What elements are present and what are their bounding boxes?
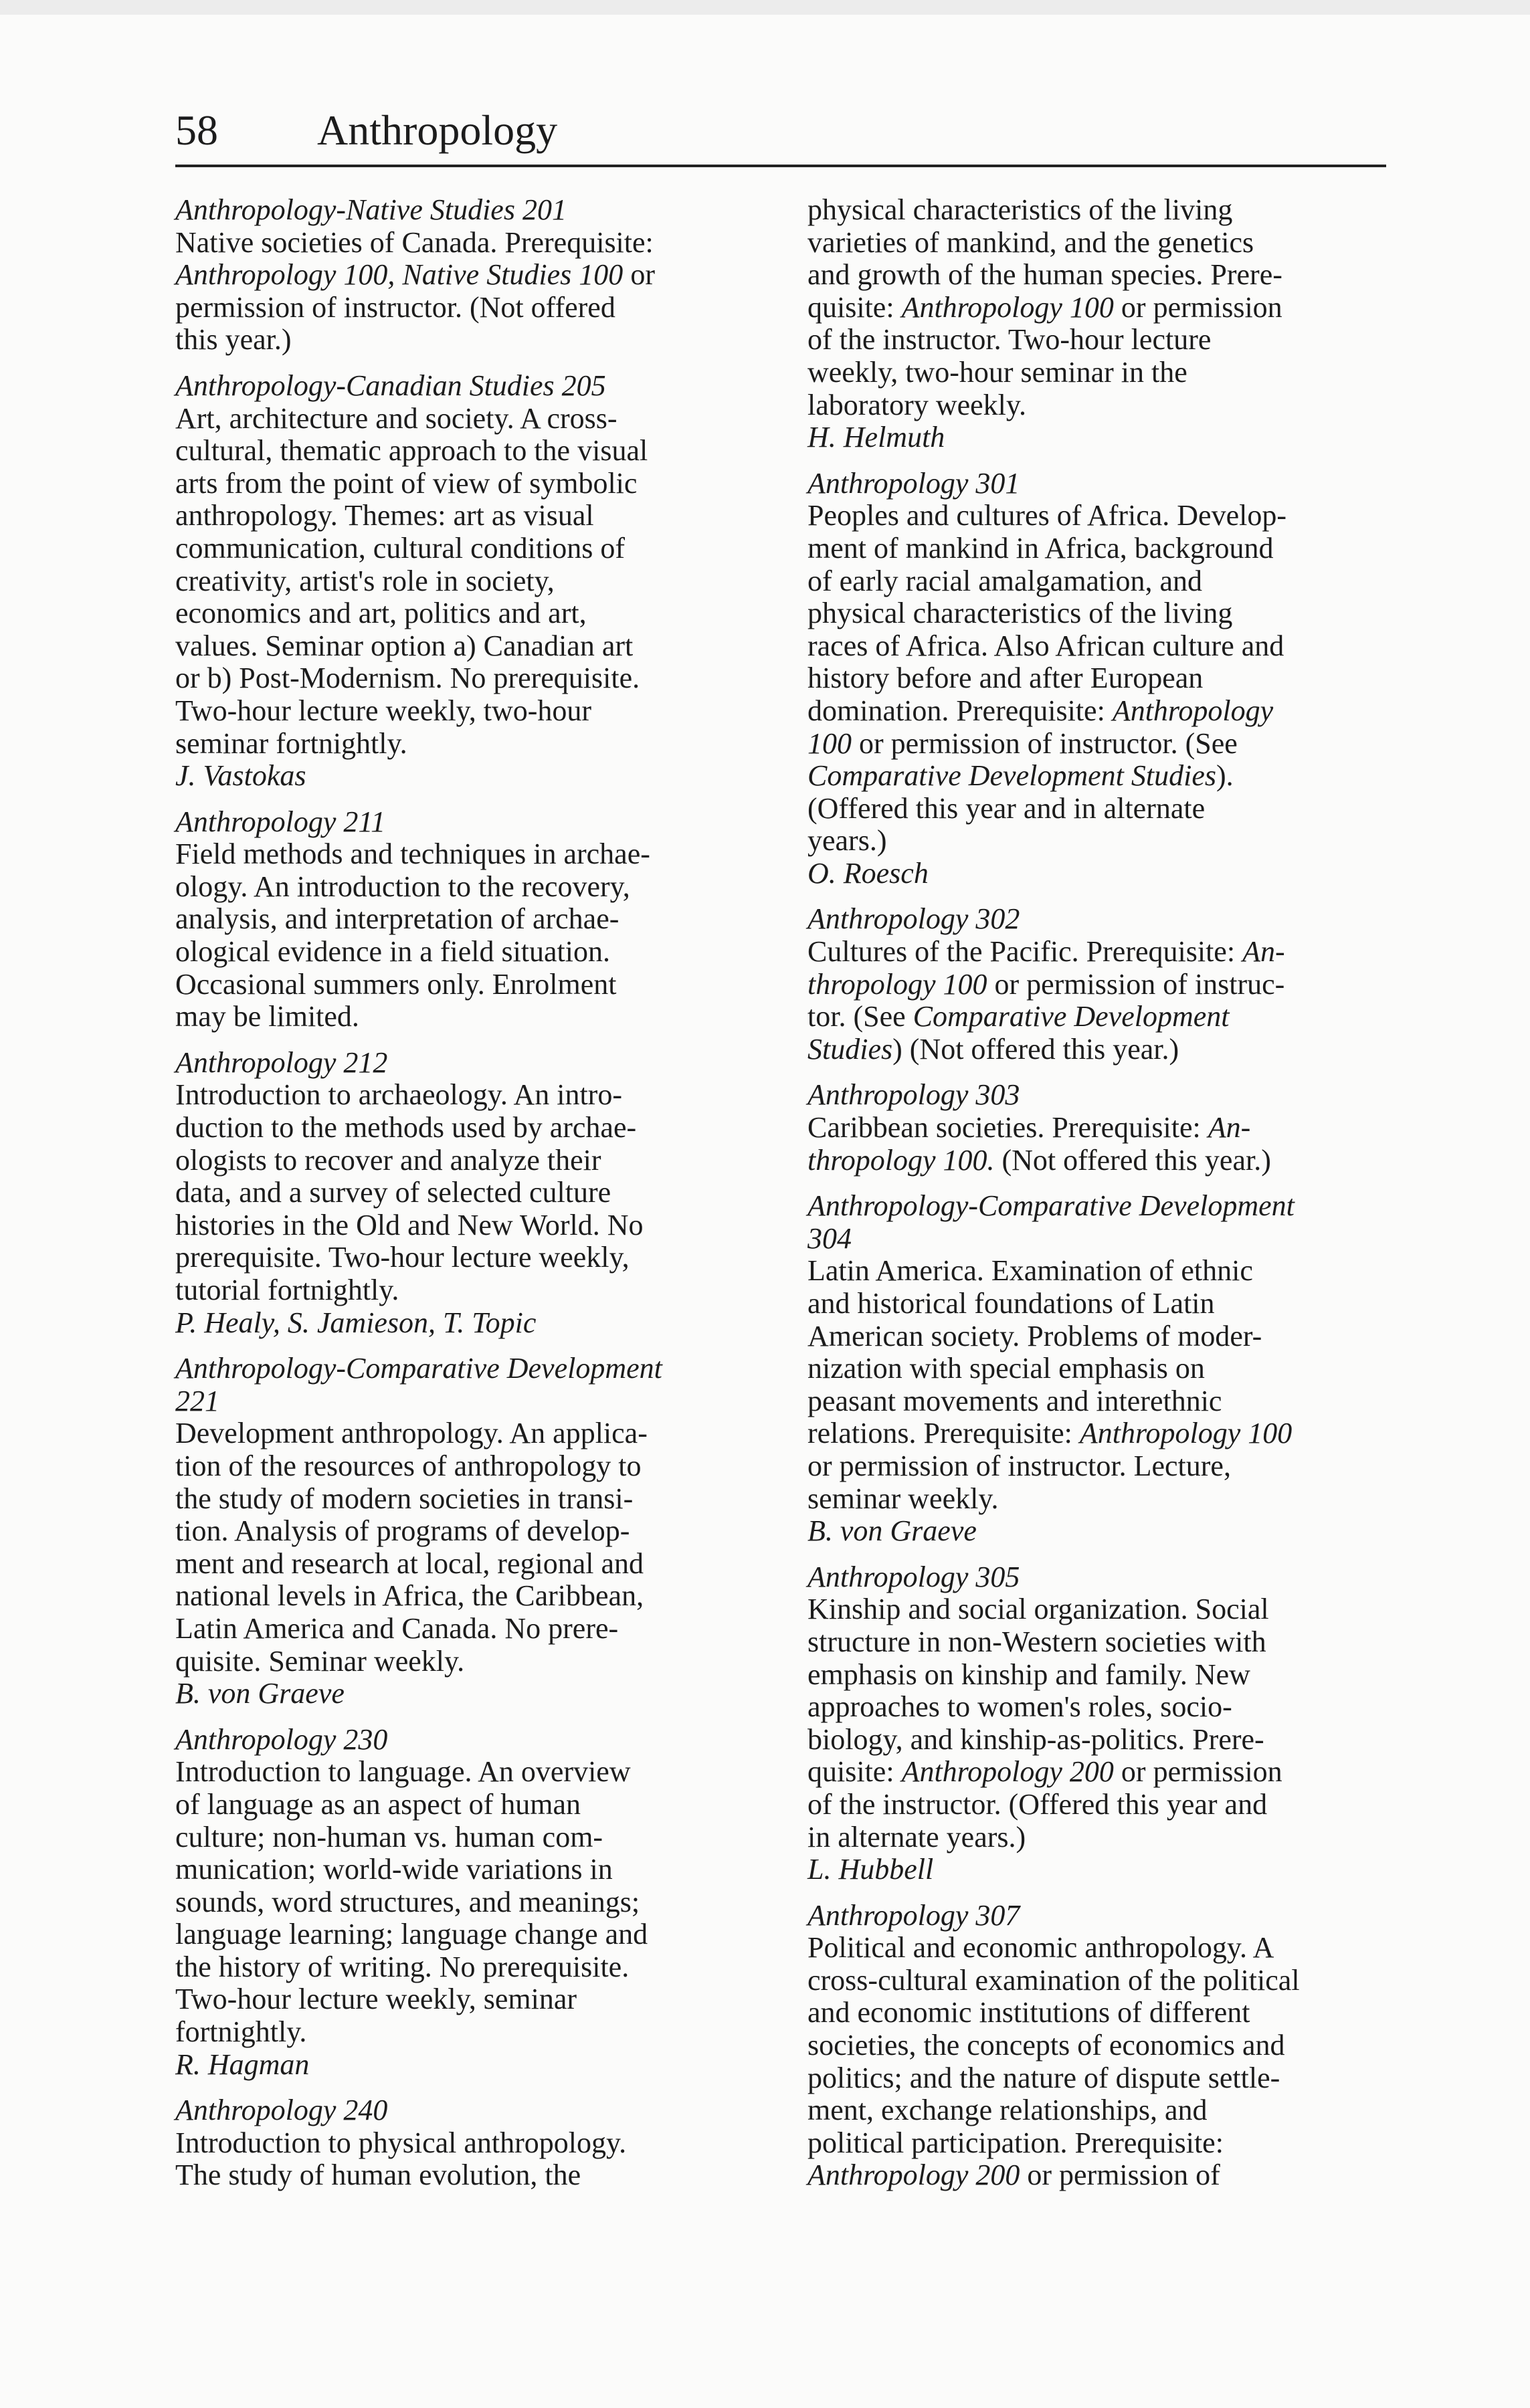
- course-entry: [175, 194, 737, 357]
- course-instructor: H. Helmuth: [807, 421, 945, 454]
- course-description: Kinship and social organization. Social structure in non-Western societies with emphasis on kinship and family. New approaches to women's roles, socio- biology, and kinship-as-politics. Prere- quisite: Anthropology 200 or permission of the instructor. (Offered this year and in alternate years.): [807, 1593, 1282, 1853]
- course-description: Art, architecture and society. A cross- cultural, thematic approach to the visual arts from the point of view of symbolic anthropology. Themes: art as visual communication, cultural conditions of creativity, artist's role in society, economics and art, politics and art, values. Seminar option a) Canadian art or b) Post-Modernism. No prerequisite. Two-hour lecture weekly, two-hour seminar fortnightly.: [175, 401, 648, 760]
- course-description: Native societies of Canada. Prerequisite: Anthropology 100, Native Studies 100 or permission of instructor. (Not offered this year.): [175, 225, 655, 357]
- course-title: Anthropology 212: [175, 1045, 388, 1079]
- course-description: physical characteristics of the living varieties of mankind, and the genetics and growth of the human species. Prere- quisite: Anthropology 100 or permission of the instructor. Two-hour lecture weekly, two-hour seminar in the laboratory weekly.: [807, 193, 1282, 421]
- course-entry: [175, 1047, 737, 1339]
- course-entry: [807, 1079, 1369, 1177]
- course-title: Anthropology 303: [807, 1078, 1020, 1112]
- course-title: Anthropology-Native Studies 201: [175, 193, 567, 226]
- left-column: [175, 194, 737, 2205]
- course-entry: [807, 1561, 1369, 1886]
- page-title: Anthropology: [317, 106, 558, 154]
- course-description: Latin America. Examination of ethnic and historical foundations of Latin American society. Problems of moder- nization with special emphasis on peasant movements and interethnic relations. Prerequisite: Anthropology 100 or permission of instructor. Lecture, seminar weekly.: [807, 1254, 1293, 1515]
- course-entry: [807, 1900, 1369, 2192]
- course-title: Anthropology 307: [807, 1898, 1020, 1932]
- course-description: Field methods and techniques in archae- ology. An introduction to the recovery, analysis, and interpretation of archae- ological evidence in a field situation. Occasional summers only. Enrolment may be limited.: [175, 837, 650, 1033]
- course-instructor: J. Vastokas: [175, 759, 306, 793]
- course-number: 221: [175, 1384, 219, 1417]
- course-instructor: B. von Graeve: [175, 1677, 345, 1710]
- course-entry: [175, 1352, 737, 1710]
- course-title: Anthropology 302: [807, 902, 1020, 936]
- course-title: Anthropology-Comparative Development: [175, 1352, 662, 1385]
- page-header: [175, 100, 1386, 161]
- course-instructor: O. Roesch: [807, 856, 929, 890]
- course-entry: [807, 468, 1369, 890]
- course-description: Introduction to language. An overview of language as an aspect of human culture; non-human vs. human com- munication; world-wide variations in sounds, word structures, and meanings; language learning; language change and the history of writing. No prerequisite. Two-hour lecture weekly, seminar fortnightly.: [175, 1755, 648, 2049]
- course-entry: [175, 1724, 737, 2082]
- course-description: Peoples and cultures of Africa. Develop- ment of mankind in Africa, background of early racial amalgamation, and physical characteristics of the living races of Africa. Also African culture and history before and after European domination. Prerequisite: Anthropology 100 or permission of instructor. (See Comparative Development Studies). (Offered this year and in alternate years.): [807, 499, 1286, 858]
- scan-edge: [0, 0, 1530, 15]
- course-instructor: P. Healy, S. Jamieson, T. Topic: [175, 1306, 537, 1339]
- course-title: Anthropology 211: [175, 805, 386, 838]
- course-description: Introduction to archaeology. An intro- duction to the methods used by archae- ologists to recover and analyze their data, and a survey of selected culture histories in the Old and New World. No prerequisite. Two-hour lecture weekly, tutorial fortnightly.: [175, 1078, 644, 1306]
- course-instructor: L. Hubbell: [807, 1853, 934, 1886]
- course-title: Anthropology-Comparative Development: [807, 1189, 1295, 1223]
- course-title: Anthropology-Canadian Studies 205: [175, 369, 606, 402]
- course-entry: [807, 1190, 1369, 1548]
- course-description: Cultures of the Pacific. Prerequisite: An- thropology 100 or permission of instruc- tor. (See Comparative Development Studies) (Not offered this year.): [807, 935, 1285, 1066]
- course-instructor: R. Hagman: [175, 2047, 310, 2081]
- course-title: Anthropology 305: [807, 1560, 1020, 1593]
- course-entry: [175, 2094, 737, 2192]
- course-entry: [175, 370, 737, 793]
- course-number: 304: [807, 1221, 852, 1255]
- course-description: Political and economic anthropology. A cross-cultural examination of the political and economic institutions of different societies, the concepts of economics and politics; and the nature of dispute settle- ment, exchange relationships, and political participation. Prerequisite: Anthropology 200 or permission of: [807, 1931, 1300, 2192]
- course-title: Anthropology 230: [175, 1722, 388, 1756]
- right-column: [807, 194, 1369, 2205]
- page-number: 58: [175, 106, 218, 154]
- course-title: Anthropology 301: [807, 466, 1020, 500]
- course-entry: [807, 903, 1369, 1066]
- header-rule: [175, 165, 1386, 167]
- course-description: Caribbean societies. Prerequisite: An- thropology 100. (Not offered this year.): [807, 1111, 1271, 1177]
- course-entry: [175, 806, 737, 1033]
- course-instructor: B. von Graeve: [807, 1514, 977, 1548]
- course-description: Introduction to physical anthropology. The study of human evolution, the: [175, 2126, 627, 2192]
- course-title: Anthropology 240: [175, 2094, 388, 2127]
- course-description: Development anthropology. An applica- tion of the resources of anthropology to the study of modern societies in transi- tion. Analysis of programs of develop- ment and research at local, regional and national levels in Africa, the Caribbean, Latin America and Canada. No prere- quisite. Seminar weekly.: [175, 1417, 648, 1678]
- course-entry: [807, 194, 1369, 454]
